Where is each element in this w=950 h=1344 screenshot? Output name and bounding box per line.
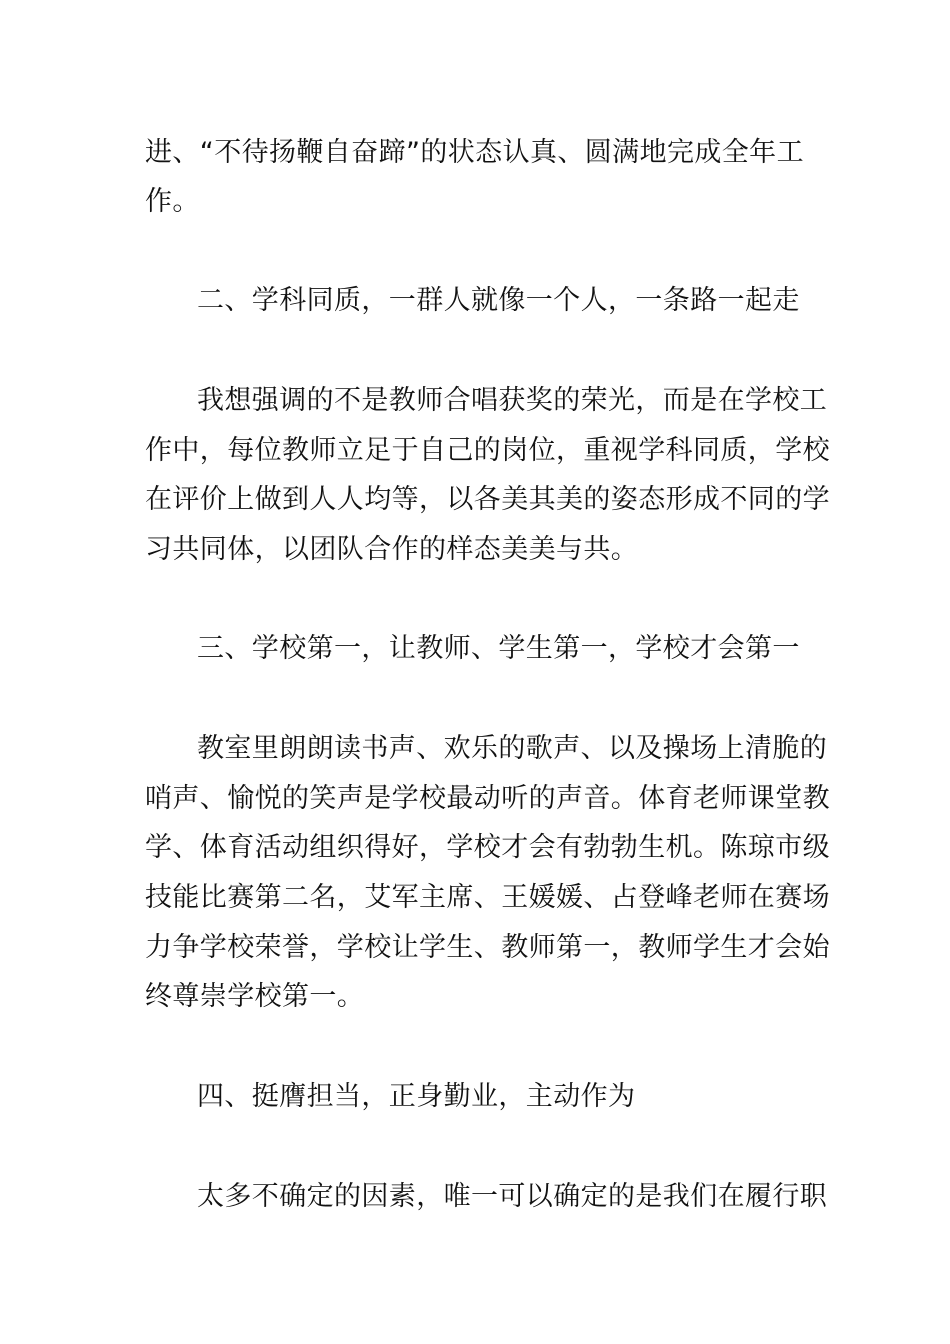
- paragraph-3-line-4: 技能比赛第二名，艾军主席、王媛媛、占登峰老师在赛场: [145, 882, 830, 913]
- section-heading-4: 四、挺膺担当，正身勤业，主动作为: [197, 1081, 636, 1112]
- paragraph-1-line-1: 进、“不待扬鞭自奋蹄”的状态认真、圆满地完成全年工: [145, 137, 804, 168]
- section-heading-2: 二、学科同质，一群人就像一个人，一条路一起走: [197, 285, 800, 316]
- paragraph-3-line-5: 力争学校荣誉，学校让学生、教师第一，教师学生才会始: [145, 932, 830, 963]
- section-heading-3: 三、学校第一，让教师、学生第一，学校才会第一: [197, 633, 800, 664]
- paragraph-3-line-1: 教室里朗朗读书声、欢乐的歌声、以及操场上清脆的: [197, 733, 828, 764]
- paragraph-1-line-2: 作。: [145, 186, 200, 217]
- paragraph-4-line-1: 太多不确定的因素，唯一可以确定的是我们在履行职: [197, 1181, 828, 1212]
- paragraph-2-line-3: 在评价上做到人人均等，以各美其美的姿态形成不同的学: [145, 484, 830, 515]
- paragraph-2-line-1: 我想强调的不是教师合唱获奖的荣光，而是在学校工: [197, 385, 828, 416]
- paragraph-3-line-2: 哨声、愉悦的笑声是学校最动听的声音。体育老师课堂教: [145, 783, 830, 814]
- paragraph-3-line-6: 终尊崇学校第一。: [145, 981, 365, 1012]
- paragraph-3-line-3: 学、体育活动组织得好，学校才会有勃勃生机。陈琼市级: [145, 832, 830, 863]
- paragraph-2-line-4: 习共同体，以团队合作的样态美美与共。: [145, 534, 639, 565]
- paragraph-2-line-2: 作中，每位教师立足于自己的岗位，重视学科同质，学校: [145, 435, 830, 466]
